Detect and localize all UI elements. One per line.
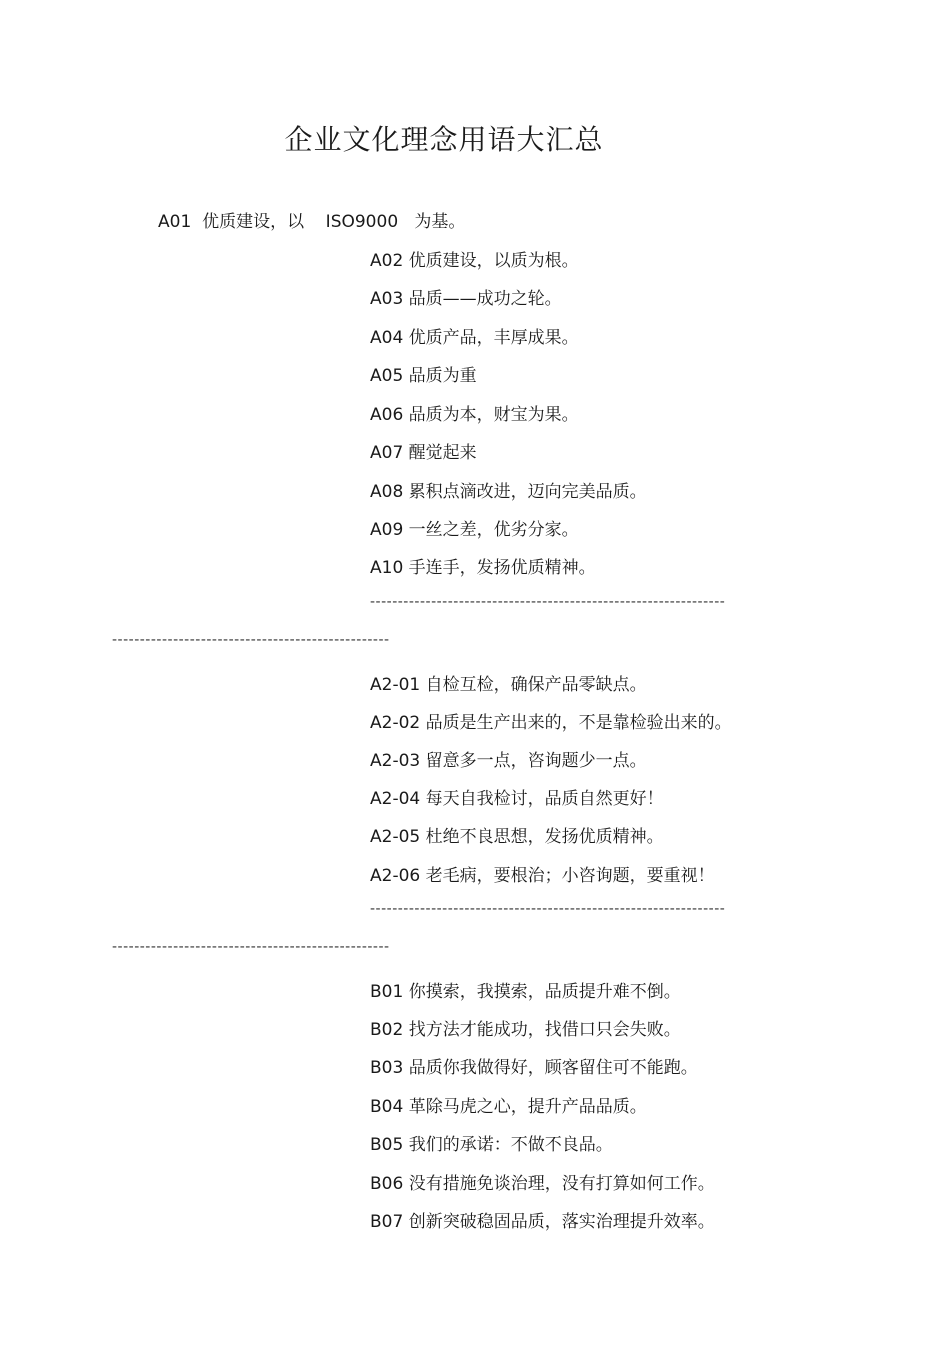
slogan-a2-05: A2-05 杜绝不良思想，发扬优质精神。 xyxy=(370,827,664,847)
separator-line: ---------------------------------------------------------------- xyxy=(370,901,726,917)
slogan-a01: A01 优质建设，以 ISO9000 为基。 xyxy=(158,212,466,232)
slogan-a03: A03 品质——成功之轮。 xyxy=(370,289,562,309)
slogan-b03: B03 品质你我做得好，顾客留住可不能跑。 xyxy=(370,1058,698,1078)
slogan-b07: B07 创新突破稳固品质，落实治理提升效率。 xyxy=(370,1212,715,1232)
slogan-b05: B05 我们的承诺：不做不良品。 xyxy=(370,1135,613,1155)
slogan-a2-01: A2-01 自检互检，确保产品零缺点。 xyxy=(370,675,647,695)
slogan-b01: B01 你摸索，我摸索，品质提升难不倒。 xyxy=(370,982,681,1002)
slogan-a2-03: A2-03 留意多一点，咨询题少一点。 xyxy=(370,751,647,771)
slogan-a04: A04 优质产品，丰厚成果。 xyxy=(370,328,579,348)
slogan-a2-02: A2-02 品质是生产出来的，不是靠检验出来的。 xyxy=(370,713,732,733)
separator-line: -------------------------------------------------- xyxy=(112,939,390,955)
slogan-b02: B02 找方法才能成功，找借口只会失败。 xyxy=(370,1020,681,1040)
slogan-a10: A10 手连手，发扬优质精神。 xyxy=(370,558,596,578)
slogan-a08: A08 累积点滴改进，迈向完美品质。 xyxy=(370,482,647,502)
slogan-a2-04: A2-04 每天自我检讨，品质自然更好！ xyxy=(370,789,664,809)
slogan-a02: A02 优质建设，以质为根。 xyxy=(370,251,579,271)
slogan-a05: A05 品质为重 xyxy=(370,366,477,386)
separator-line: -------------------------------------------------- xyxy=(112,632,390,648)
slogan-b06: B06 没有措施免谈治理，没有打算如何工作。 xyxy=(370,1174,715,1194)
slogan-a07: A07 醒觉起来 xyxy=(370,443,477,463)
slogan-b04: B04 革除马虎之心，提升产品品质。 xyxy=(370,1097,647,1117)
slogan-a06: A06 品质为本，财宝为果。 xyxy=(370,405,579,425)
separator-line: ---------------------------------------------------------------- xyxy=(370,594,726,610)
slogan-a2-06: A2-06 老毛病，要根治；小咨询题，要重视！ xyxy=(370,866,715,886)
document-title: 企业文化理念用语大汇总 xyxy=(284,123,604,156)
slogan-a09: A09 一丝之差，优劣分家。 xyxy=(370,520,579,540)
